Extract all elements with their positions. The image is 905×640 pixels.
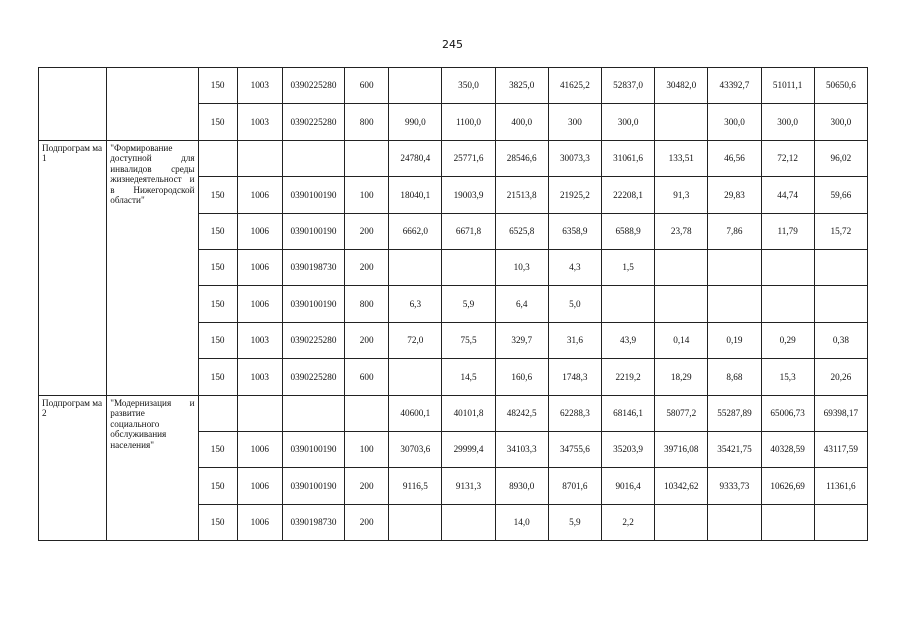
table-cell: 200 <box>345 468 389 504</box>
table-cell: 5,9 <box>442 286 495 322</box>
table-cell: 800 <box>345 104 389 140</box>
table-cell: 0390100190 <box>282 286 344 322</box>
budget-table <box>38 67 868 541</box>
table-cell <box>814 286 867 322</box>
table-cell <box>389 249 442 285</box>
table-cell: 133,51 <box>655 140 708 176</box>
table-cell: 15,3 <box>761 359 814 395</box>
table-cell: 39716,08 <box>655 431 708 467</box>
table-cell: 96,02 <box>814 140 867 176</box>
table-cell: 150 <box>198 359 237 395</box>
table-cell: 20,26 <box>814 359 867 395</box>
table-cell: 24780,4 <box>389 140 442 176</box>
table-cell: 40600,1 <box>389 395 442 431</box>
table-cell: 18040,1 <box>389 177 442 213</box>
table-cell: 0390100190 <box>282 431 344 467</box>
table-cell: 55287,89 <box>708 395 761 431</box>
table-cell: 14,0 <box>495 504 548 540</box>
table-cell: 6,4 <box>495 286 548 322</box>
table-cell: 150 <box>198 504 237 540</box>
table-cell: 6525,8 <box>495 213 548 249</box>
table-cell: 0390198730 <box>282 249 344 285</box>
table-cell: 34755,6 <box>548 431 601 467</box>
table-cell: 329,7 <box>495 322 548 358</box>
table-cell: 10,3 <box>495 249 548 285</box>
table-cell: 8701,6 <box>548 468 601 504</box>
table-cell <box>708 286 761 322</box>
table-cell: 30073,3 <box>548 140 601 176</box>
table-cell <box>282 395 344 431</box>
table-cell: 72,0 <box>389 322 442 358</box>
table-cell <box>655 249 708 285</box>
table-cell: 10626,69 <box>761 468 814 504</box>
table-cell: 43392,7 <box>708 68 761 104</box>
table-cell <box>442 249 495 285</box>
table-cell: 43,9 <box>601 322 654 358</box>
table-cell: 300,0 <box>708 104 761 140</box>
table-cell: 8930,0 <box>495 468 548 504</box>
table-cell: 990,0 <box>389 104 442 140</box>
table-cell: 800 <box>345 286 389 322</box>
table-cell: 160,6 <box>495 359 548 395</box>
table-cell: 1006 <box>237 249 282 285</box>
table-cell: 40328,59 <box>761 431 814 467</box>
table-cell: 72,12 <box>761 140 814 176</box>
table-cell: 0,38 <box>814 322 867 358</box>
table-row <box>39 140 868 176</box>
table-cell: 91,3 <box>655 177 708 213</box>
table-cell: 150 <box>198 213 237 249</box>
table-cell: 51011,1 <box>761 68 814 104</box>
table-cell: 25771,6 <box>442 140 495 176</box>
table-cell: 150 <box>198 322 237 358</box>
table-cell: 150 <box>198 68 237 104</box>
table-cell: 46,56 <box>708 140 761 176</box>
program-name-cell: "Формирование доступной для инвалидов среды жизнедеятельност и в Нижегородской области" <box>107 140 198 395</box>
table-cell: 600 <box>345 68 389 104</box>
program-name-cell <box>107 68 198 141</box>
table-cell: 43117,59 <box>814 431 867 467</box>
table-cell: 11361,6 <box>814 468 867 504</box>
table-cell: 5,9 <box>548 504 601 540</box>
table-cell: 1006 <box>237 286 282 322</box>
table-cell: 35203,9 <box>601 431 654 467</box>
table-cell <box>282 140 344 176</box>
table-cell: 34103,3 <box>495 431 548 467</box>
table-cell: 2219,2 <box>601 359 654 395</box>
table-cell: 1003 <box>237 104 282 140</box>
table-row <box>39 68 868 104</box>
table-cell: 5,0 <box>548 286 601 322</box>
table-cell <box>708 504 761 540</box>
table-cell: 600 <box>345 359 389 395</box>
table-cell: 100 <box>345 177 389 213</box>
table-cell <box>442 504 495 540</box>
table-cell <box>237 395 282 431</box>
table-cell <box>814 249 867 285</box>
table-cell: 31061,6 <box>601 140 654 176</box>
table-cell: 9016,4 <box>601 468 654 504</box>
table-cell <box>389 359 442 395</box>
table-cell: 69398,17 <box>814 395 867 431</box>
table-cell: 0,14 <box>655 322 708 358</box>
table-cell: 150 <box>198 104 237 140</box>
table-cell: 28546,6 <box>495 140 548 176</box>
table-cell: 31,6 <box>548 322 601 358</box>
table-cell: 50650,6 <box>814 68 867 104</box>
table-cell: 0390225280 <box>282 104 344 140</box>
table-cell: 35421,75 <box>708 431 761 467</box>
table-cell: 1003 <box>237 322 282 358</box>
table-cell: 6358,9 <box>548 213 601 249</box>
table-cell: 300,0 <box>601 104 654 140</box>
table-cell: 0390225280 <box>282 68 344 104</box>
table-cell: 350,0 <box>442 68 495 104</box>
table-cell: 41625,2 <box>548 68 601 104</box>
table-cell: 0390100190 <box>282 177 344 213</box>
table-cell: 58077,2 <box>655 395 708 431</box>
table-cell: 75,5 <box>442 322 495 358</box>
table-cell: 19003,9 <box>442 177 495 213</box>
table-cell: 30482,0 <box>655 68 708 104</box>
table-cell: 68146,1 <box>601 395 654 431</box>
table-cell: 400,0 <box>495 104 548 140</box>
table-cell: 6588,9 <box>601 213 654 249</box>
table-cell: 2,2 <box>601 504 654 540</box>
program-name-cell: "Модернизация и развитие социального обслуживания населения" <box>107 395 198 541</box>
table-cell: 21925,2 <box>548 177 601 213</box>
table-cell: 1006 <box>237 504 282 540</box>
table-cell: 62288,3 <box>548 395 601 431</box>
table-cell <box>601 286 654 322</box>
table-cell: 150 <box>198 249 237 285</box>
table-cell: 1,5 <box>601 249 654 285</box>
table-cell: 300,0 <box>761 104 814 140</box>
table-cell: 150 <box>198 468 237 504</box>
table-cell: 1003 <box>237 68 282 104</box>
table-cell <box>761 504 814 540</box>
table-cell: 1748,3 <box>548 359 601 395</box>
table-cell: 200 <box>345 213 389 249</box>
table-cell: 150 <box>198 431 237 467</box>
table-cell: 40101,8 <box>442 395 495 431</box>
table-cell: 59,66 <box>814 177 867 213</box>
table-cell: 29999,4 <box>442 431 495 467</box>
table-cell: 6671,8 <box>442 213 495 249</box>
table-cell <box>655 286 708 322</box>
table-cell: 3825,0 <box>495 68 548 104</box>
table-cell: 29,83 <box>708 177 761 213</box>
table-cell: 4,3 <box>548 249 601 285</box>
table-cell <box>345 140 389 176</box>
table-cell: 65006,73 <box>761 395 814 431</box>
table-cell <box>198 140 237 176</box>
table-cell: 200 <box>345 322 389 358</box>
table-cell: 7,86 <box>708 213 761 249</box>
table-cell: 10342,62 <box>655 468 708 504</box>
table-cell: 9131,3 <box>442 468 495 504</box>
table-cell: 1003 <box>237 359 282 395</box>
table-cell: 200 <box>345 504 389 540</box>
table-cell: 14,5 <box>442 359 495 395</box>
table-cell <box>708 249 761 285</box>
table-cell: 1100,0 <box>442 104 495 140</box>
table-row <box>39 395 868 431</box>
table-cell <box>761 286 814 322</box>
table-cell: 6662,0 <box>389 213 442 249</box>
table-cell: 1006 <box>237 177 282 213</box>
table-cell: 1006 <box>237 468 282 504</box>
table-cell: 0390225280 <box>282 322 344 358</box>
table-cell: 1006 <box>237 431 282 467</box>
table-cell <box>761 249 814 285</box>
table-cell: 0390225280 <box>282 359 344 395</box>
table-cell: 48242,5 <box>495 395 548 431</box>
program-cell: Подпрограм ма 1 <box>39 140 107 395</box>
table-cell: 23,78 <box>655 213 708 249</box>
table-cell: 0390100190 <box>282 213 344 249</box>
table-cell: 0,19 <box>708 322 761 358</box>
table-cell: 44,74 <box>761 177 814 213</box>
table-cell <box>198 395 237 431</box>
table-cell: 150 <box>198 286 237 322</box>
table-cell: 30703,6 <box>389 431 442 467</box>
table-cell: 300,0 <box>814 104 867 140</box>
table-cell: 21513,8 <box>495 177 548 213</box>
table-cell: 22208,1 <box>601 177 654 213</box>
table-cell: 18,29 <box>655 359 708 395</box>
table-cell: 6,3 <box>389 286 442 322</box>
table-cell: 150 <box>198 177 237 213</box>
table-cell: 11,79 <box>761 213 814 249</box>
page-number: 245 <box>442 38 463 51</box>
table-cell: 0390198730 <box>282 504 344 540</box>
table-cell: 0,29 <box>761 322 814 358</box>
table-cell: 52837,0 <box>601 68 654 104</box>
program-cell: Подпрограм ма 2 <box>39 395 107 541</box>
table-cell <box>655 504 708 540</box>
table-cell: 1006 <box>237 213 282 249</box>
table-cell <box>389 68 442 104</box>
table-cell <box>389 504 442 540</box>
table-cell: 100 <box>345 431 389 467</box>
table-cell: 8,68 <box>708 359 761 395</box>
table-cell: 300 <box>548 104 601 140</box>
table-cell: 0390100190 <box>282 468 344 504</box>
table-cell: 9116,5 <box>389 468 442 504</box>
table-cell <box>655 104 708 140</box>
table-cell: 9333,73 <box>708 468 761 504</box>
table-cell <box>237 140 282 176</box>
table-cell: 200 <box>345 249 389 285</box>
table-cell <box>345 395 389 431</box>
program-cell <box>39 68 107 141</box>
table-cell <box>814 504 867 540</box>
table-cell: 15,72 <box>814 213 867 249</box>
